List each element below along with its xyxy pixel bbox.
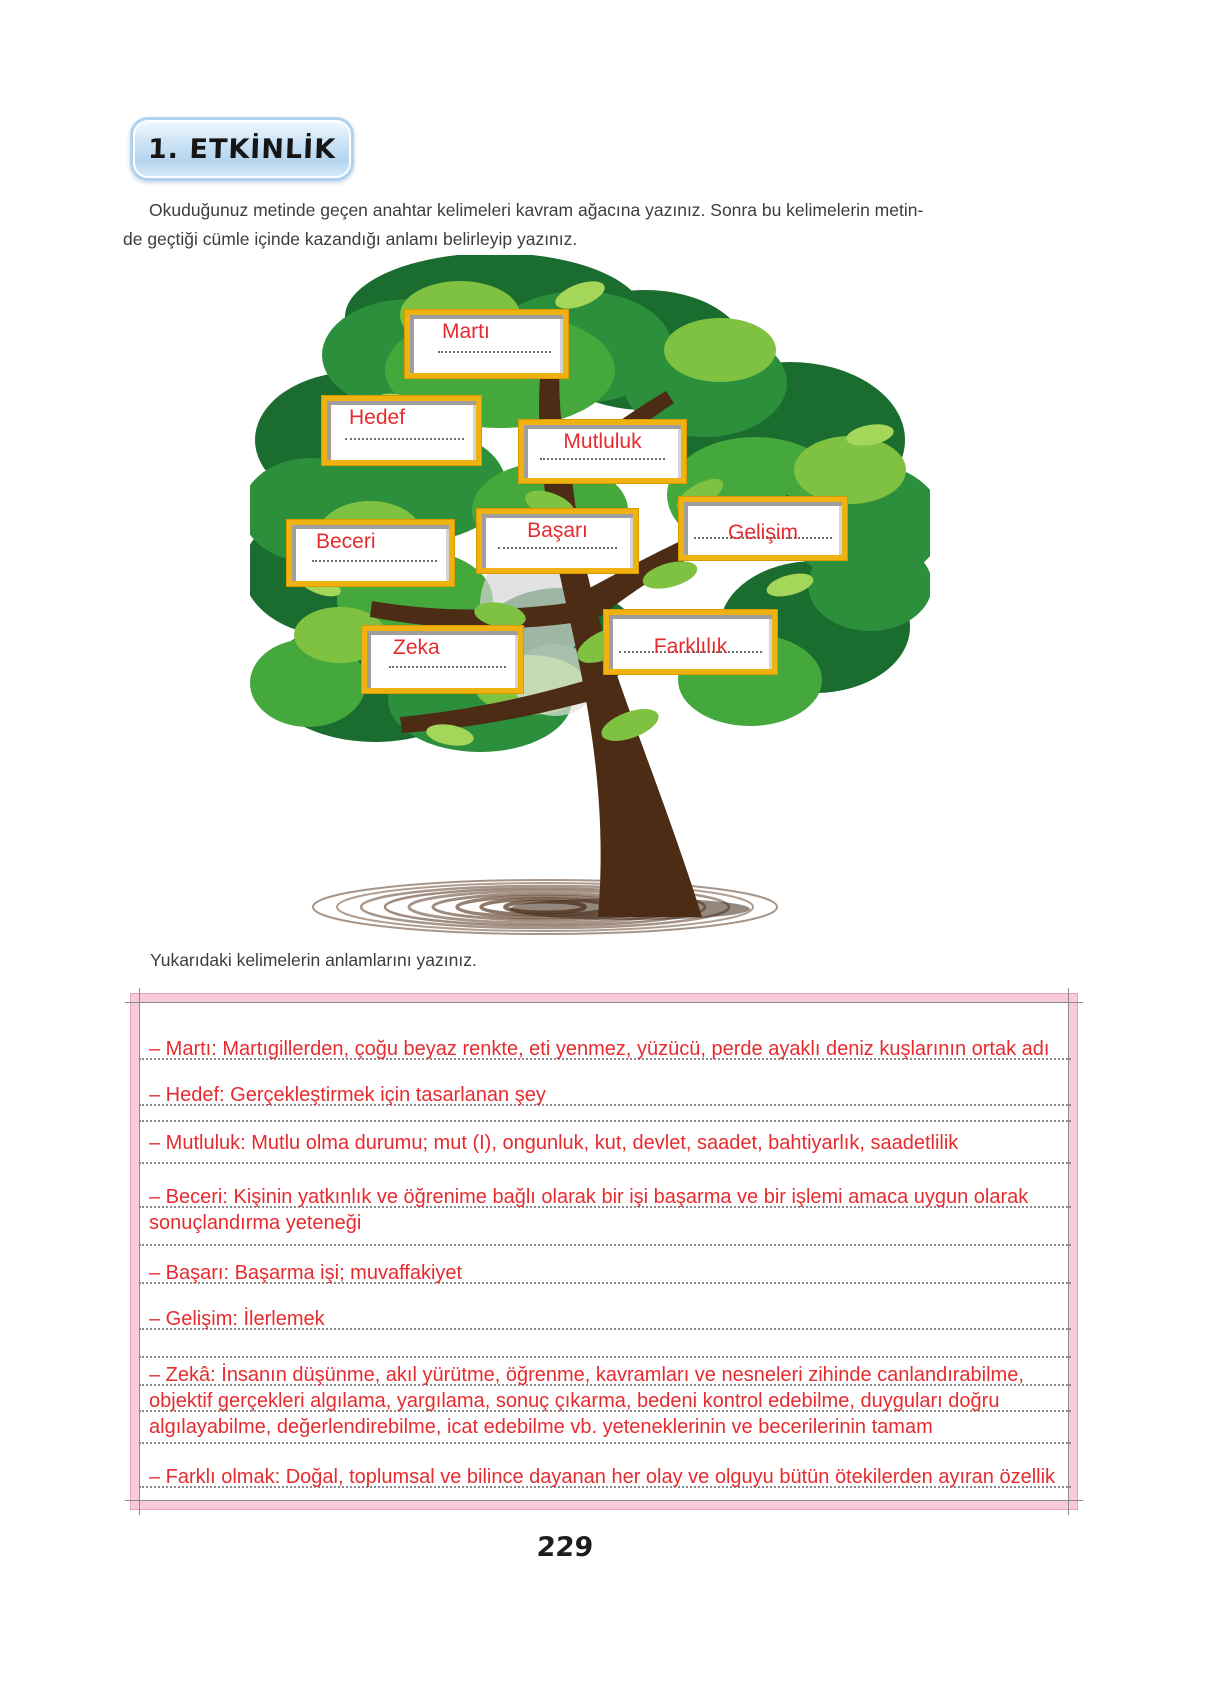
definition-text: – Beceri: Kişinin yatkınlık ve öğrenime bağlı olarak bir işi başarma ve bir işlemi amaca uygun olarak [149,1186,1029,1208]
instruction-line: Okuduğunuz metinde geçen anahtar kelimeleri kavram ağacına yazınız. Sonra bu kelimelerin metin- [149,200,924,220]
concept-word: Beceri [316,530,376,553]
answers-frame [130,993,1078,1510]
definition-row [145,1462,1069,1488]
definition-row [145,1258,1069,1284]
instruction-line: de geçtiği cümle içinde kazandığı anlamı belirleyip yazınız. [123,229,578,249]
dotted-answer-line [139,1440,1071,1444]
activity-badge [130,117,354,181]
frame-line [1068,988,1069,1515]
definition-text: – Mutluluk: Mutlu olma durumu; mut (I), ongunluk, kut, devlet, saadet, bahtiyarlık, saadetlilik [149,1132,959,1154]
concept-tree-illustration [250,255,930,945]
definition-row [145,1182,1069,1208]
concept-box-mutluluk [519,420,686,483]
definition-row [145,1080,1069,1106]
concept-box-gelisim [679,497,847,560]
concept-word: Gelişim [727,521,798,544]
definition-text: – Gelişim: İlerlemek [149,1308,325,1330]
definition-text: – Martı: Martıgillerden, çoğu beyaz renkte, eti yenmez, yüzücü, perde ayaklı deniz kuşlarının ortak adı [149,1038,1050,1060]
concept-word: Martı [442,320,490,343]
dotted-answer-line [139,1354,1071,1358]
dotted-answer-line [540,458,665,460]
dotted-answer-line [312,560,437,562]
concept-box-hedef [322,396,481,465]
instruction-paragraph [123,196,1113,254]
definition-text: sonuçlandırma yeteneği [149,1212,362,1234]
dotted-answer-line [139,1242,1071,1246]
concept-box-basari [477,509,638,573]
page-number: 229 [535,1532,595,1563]
dotted-answer-line [139,1160,1071,1164]
concept-box-zeka [362,626,523,693]
definition-text: objektif gerçekleri algılama, yargılama, sonuç çıkarma, bedeni kontrol edebilme, duyguları doğru [149,1390,1000,1412]
definition-row [145,1208,1069,1234]
dotted-answer-line [389,666,506,668]
dotted-answer-line [438,351,551,353]
concept-word: Başarı [527,519,588,542]
definition-row [145,1386,1069,1412]
answers-frame-inner [139,1002,1069,1501]
definition-text: algılayabilme, değerlendirebilme, icat edebilme vb. yeteneklerinin ve becerilerinin tamam [149,1416,933,1438]
ground-shadow [313,880,777,934]
frame-line [125,1500,1083,1501]
definition-row [145,1128,1069,1154]
concept-box-farklilik [604,610,777,674]
activity-badge-label: 1. ETKİNLİK [147,133,337,165]
definition-row [145,1412,1069,1438]
dotted-answer-line [139,1118,1071,1122]
concept-word: Hedef [349,406,406,429]
concept-box-beceri [287,520,454,586]
definition-row [145,1034,1069,1060]
definition-text: – Zekâ: İnsanın düşünme, akıl yürütme, öğrenme, kavramları ve nesneleri zihinde canlandırabilme, [149,1364,1024,1386]
definition-row [145,1304,1069,1330]
dotted-answer-line [345,438,464,440]
concept-word: Mutluluk [563,430,642,453]
definition-text: – Farklı olmak: Doğal, toplumsal ve bilince dayanan her olay ve olguyu bütün ötekilerden ayıran özellik [149,1466,1056,1488]
definition-text: – Hedef: Gerçekleştirmek için tasarlanan şey [149,1084,546,1106]
dotted-answer-line [498,547,617,549]
frame-line [139,988,140,1515]
concept-word: Zeka [393,636,440,659]
concept-box-marti [405,310,568,378]
definition-text: – Başarı: Başarma işi; muvaffakiyet [149,1262,463,1284]
definition-row [145,1360,1069,1386]
concept-word: Farklılık [653,635,728,658]
frame-line [125,1002,1083,1003]
answers-prompt: Yukarıdaki kelimelerin anlamlarını yazınız. [150,950,477,970]
